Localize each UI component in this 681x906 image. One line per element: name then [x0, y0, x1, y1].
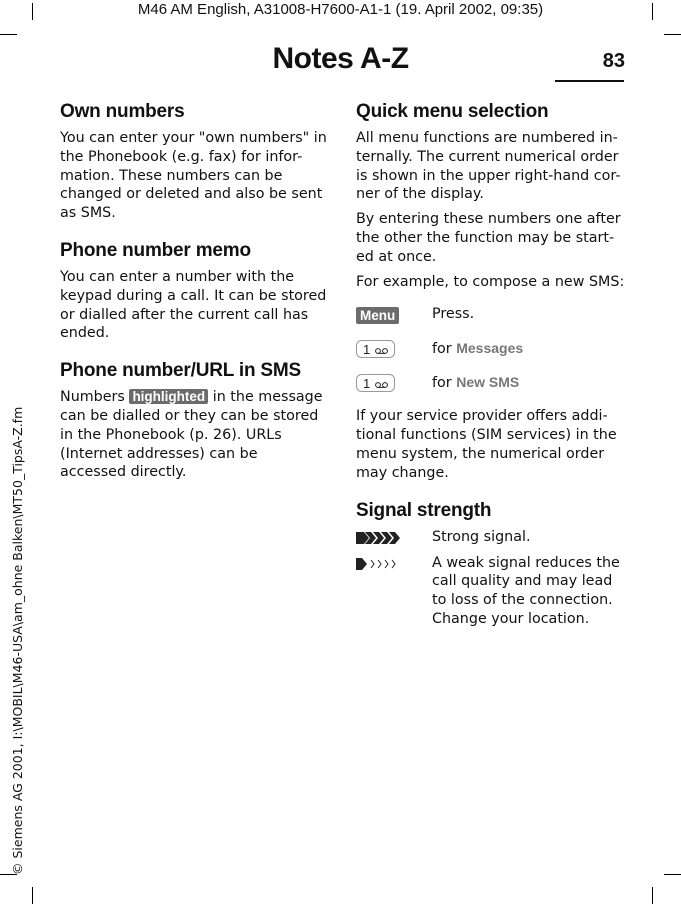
menu-name-new-sms: New SMS — [456, 374, 520, 391]
section-heading: Own numbers — [60, 101, 185, 122]
step-prefix: for — [432, 375, 452, 392]
side-copyright-path: © Siemens AG 2001, I:\MOBIL\M46-USA\am_ohne Balken\MT50_TipsA-Z.fm — [10, 406, 25, 875]
signal-row — [356, 554, 626, 629]
crop-mark — [664, 874, 681, 875]
left-column — [60, 100, 328, 498]
crop-mark — [0, 34, 17, 35]
section-signal-strength — [356, 499, 626, 629]
step-text — [432, 373, 519, 393]
step-prefix: for — [432, 341, 452, 358]
signal-row — [356, 528, 626, 548]
key-1-voicemail-icon — [356, 340, 396, 358]
document-header: M46 AM English, A31008-H7600-A1-1 (19. April 2002, 09:35) — [137, 1, 544, 18]
highlighted-example: highlighted — [129, 389, 208, 404]
right-column — [356, 100, 626, 629]
key-digit: 1 — [363, 376, 371, 392]
section-own-numbers — [60, 100, 328, 223]
body-text: Numbers — [60, 389, 130, 406]
menu-softkey-icon: Menu — [356, 307, 399, 324]
signal-strong-icon — [356, 530, 402, 546]
section-phone-number-url-sms — [60, 359, 328, 482]
section-heading: Phone number memo — [60, 239, 251, 261]
section-heading: Phone number/URL in SMS — [60, 360, 302, 382]
body-text: in the message can be dialled or they can be stored in the Phonebook (p. 26). URLs (Internet addresses) can be accessed directly. — [60, 389, 323, 481]
section-body: You can enter your "own numbers" in the Phonebook (e.g. fax) for infor-mation. These numbers can be changed or deleted and also be sent as SMS. — [60, 130, 327, 222]
section-phone-number-memo — [60, 239, 328, 343]
step-row — [356, 373, 626, 393]
section-body: If your service provider offers addi-tional functions (SIM services) in the menu system, the numerical order may change. — [356, 408, 617, 481]
signal-text: Strong signal. — [432, 528, 531, 545]
crop-mark — [664, 34, 681, 35]
key-1-voicemail-icon — [356, 374, 396, 392]
section-body: All menu functions are numbered in-ternally. The current numerical order is shown in the upper right-hand cor-ner of the display. — [356, 130, 621, 203]
section-body: You can enter a number with the keypad during a call. It can be stored or dialled after the current call has ended. — [60, 268, 327, 342]
step-row — [356, 339, 626, 359]
page-number: 83 — [602, 50, 625, 72]
step-text: Press. — [432, 306, 475, 323]
step-row — [356, 305, 626, 325]
signal-weak-icon — [356, 556, 402, 572]
signal-text: A weak signal reduces the call quality and may lead to loss of the connection. Change your location. — [432, 554, 620, 627]
key-digit: 1 — [363, 342, 371, 358]
section-heading: Signal strength — [356, 499, 492, 521]
section-heading: Quick menu selection — [356, 101, 549, 122]
section-body: For example, to compose a new SMS: — [356, 273, 625, 290]
crop-mark — [32, 887, 33, 904]
crop-mark — [652, 887, 653, 904]
title-rule — [555, 80, 624, 82]
section-body: By entering these numbers one after the other the function may be start-ed at once. — [356, 211, 621, 265]
page-title: Notes A-Z — [272, 42, 409, 75]
step-text — [432, 339, 523, 359]
menu-name-messages: Messages — [456, 340, 524, 357]
section-quick-menu-selection — [356, 100, 626, 483]
section-body — [60, 388, 328, 482]
